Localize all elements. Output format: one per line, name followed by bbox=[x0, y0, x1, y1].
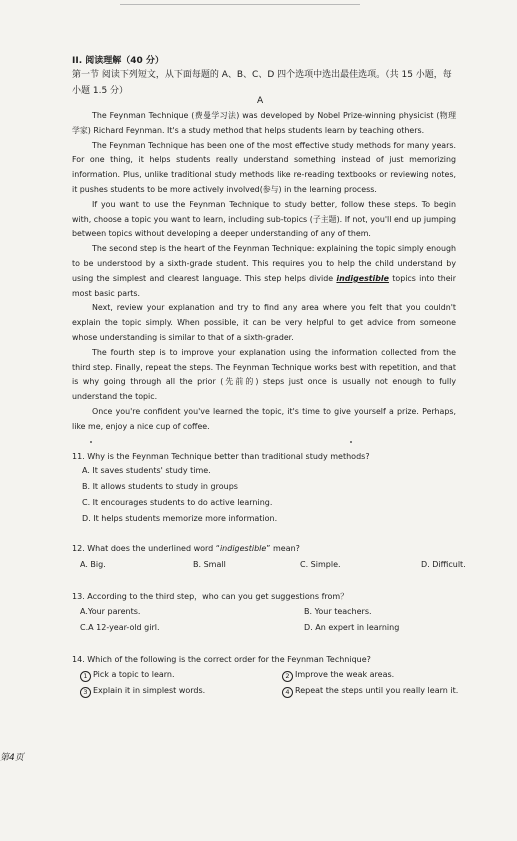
question-11-option-c: C. It encourages students to do active learning. bbox=[82, 498, 273, 507]
circled-number-2: 2 bbox=[282, 671, 293, 682]
question-14-item-3 bbox=[80, 686, 205, 698]
passage-label: A bbox=[257, 96, 264, 106]
question-12-option-c: C. Simple. bbox=[300, 560, 341, 569]
question-14-item-3-text: Explain it in simplest words. bbox=[93, 686, 206, 695]
question-13-option-c: C.A 12-year-old girl. bbox=[80, 623, 160, 632]
speck-mark bbox=[350, 441, 352, 443]
passage bbox=[72, 109, 456, 435]
circled-number-3: 3 bbox=[80, 687, 91, 698]
question-11-stem: 11. Why is the Feynman Technique better than traditional study methods? bbox=[72, 452, 370, 461]
question-11-option-b: B. It allows students to study in groups bbox=[82, 482, 238, 491]
question-13-option-b: B. Your teachers. bbox=[304, 607, 372, 616]
paragraph-5: Next, review your explanation and try to find any area where you felt that you couldn't explain the topic simply. When possible, it can be very helpful to get advice from someone whose understanding is similar to that of a sixth-grader. bbox=[72, 303, 456, 342]
question-12-stem-after: ” mean? bbox=[266, 544, 300, 553]
paragraph-1: The Feynman Technique (费曼学习法) was developed by Nobel Prize-winning physicist (物理学家) Richard Feynman. It's a study method that helps students learn by teaching others. bbox=[72, 111, 456, 135]
speck-mark bbox=[90, 441, 92, 443]
circled-number-1: 1 bbox=[80, 671, 91, 682]
page-number: 第4页 bbox=[0, 753, 24, 763]
question-11-option-d: D. It helps students memorize more information. bbox=[82, 514, 278, 523]
section-instructions: 第一节 阅读下列短文，从下面每题的 A、B、C、D 四个选项中选出最佳选项。（共 15 小题，每小题 1.5 分） bbox=[72, 70, 452, 96]
question-12-option-b: B. Small bbox=[193, 560, 226, 569]
section-heading: II. 阅读理解（40 分） bbox=[72, 56, 164, 66]
paragraph-4-before: The second step is the heart of the Feynman Technique: explaining the topic simply enough to be understood by a sixth-grade student. This requires you to help the child understand by using the simplest and clearest language. This step helps divide bbox=[72, 244, 456, 283]
paragraph-6: The fourth step is to improve your explanation using the information collected from the third step. Finally, repeat the steps. The Feynman Technique works best with repetition, and that is why going through all the prior (先前的) steps just once is usually not enough to fully understand the topic. bbox=[72, 347, 456, 402]
underlined-word: indigestible bbox=[336, 273, 389, 283]
question-14-item-1-text: Pick a topic to learn. bbox=[93, 670, 175, 679]
paragraph-7: Once you're confident you've learned the topic, it's time to give yourself a prize. Perhaps, like me, enjoy a nice cup of coffee. bbox=[72, 406, 456, 431]
top-divider bbox=[120, 4, 360, 5]
question-14-item-1 bbox=[80, 670, 175, 682]
paragraph-2: The Feynman Technique has been one of the most effective study methods for many years. For one thing, it helps students really understand something instead of just memorizing information. Plus, unlike traditional study methods like re-reading textbooks or reviewing notes, it pushes students to be more actively involved(参与) in the learning process. bbox=[72, 140, 456, 194]
question-12-stem bbox=[72, 544, 300, 553]
paragraph-4-after: topics into their most basic parts. bbox=[72, 273, 456, 298]
question-12-option-a: A. Big. bbox=[80, 560, 106, 569]
circled-number-4: 4 bbox=[282, 687, 293, 698]
question-13-option-a: A.Your parents. bbox=[80, 607, 141, 616]
question-14-item-4-text: Repeat the steps until you really learn it. bbox=[295, 686, 459, 695]
paragraph-3: If you want to use the Feynman Technique to study better, follow these steps. To begin with, choose a topic you want to learn, including sub-topics (子主题). If not, you'll end up jumping between topics without developing a deeper understanding of any of them. bbox=[72, 199, 456, 239]
question-13-stem: 13. According to the third step，who can you get suggestions from？ bbox=[72, 592, 349, 601]
question-11-option-a: A. It saves students' study time. bbox=[82, 466, 211, 475]
paragraph-4 bbox=[72, 242, 456, 301]
question-12-stem-before: 12. What does the underlined word “ bbox=[72, 544, 220, 553]
question-13-option-d: D. An expert in learning bbox=[304, 623, 400, 632]
question-14-item-2 bbox=[282, 670, 394, 682]
question-12-option-d: D. Difficult. bbox=[421, 560, 466, 569]
question-14-item-4 bbox=[282, 686, 458, 698]
question-14-item-2-text: Improve the weak areas. bbox=[295, 670, 395, 679]
question-12-word: indigestible bbox=[219, 544, 267, 553]
question-14-stem: 14. Which of the following is the correct order for the Feynman Technique? bbox=[72, 655, 371, 664]
